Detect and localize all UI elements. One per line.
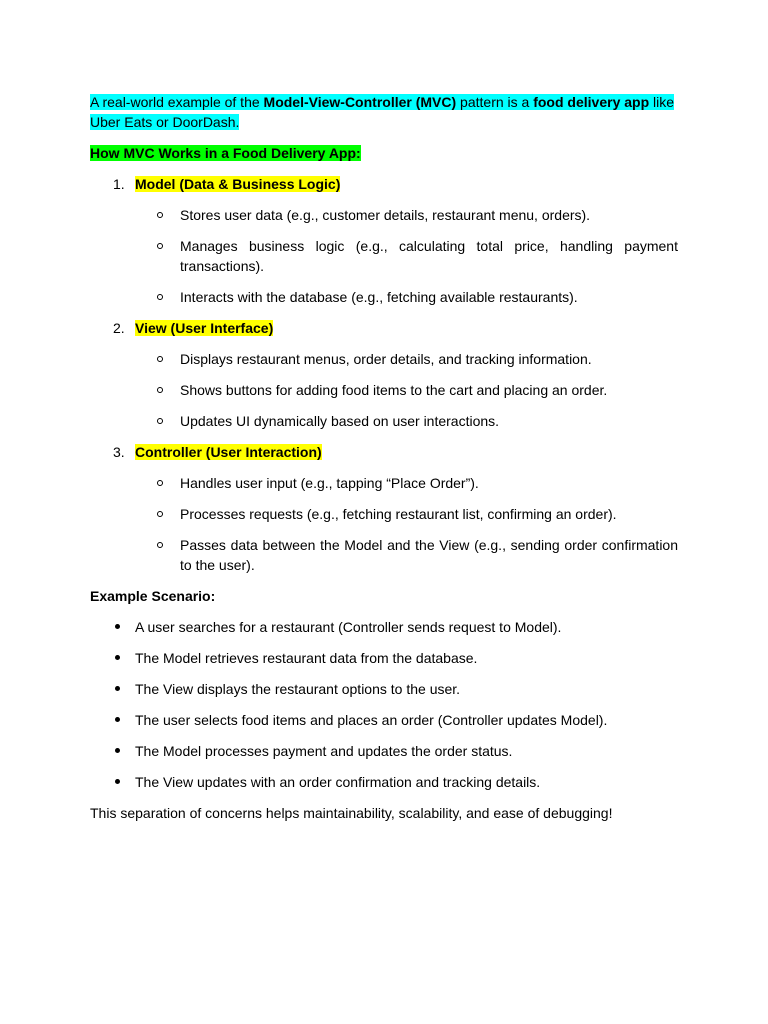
circle-bullet-icon: [157, 387, 163, 393]
intro-paragraph: [90, 92, 678, 132]
circle-bullet-icon: [157, 294, 163, 300]
conclusion-paragraph: This separation of concerns helps maintainability, scalability, and ease of debugging!: [90, 805, 613, 821]
circle-bullet-icon: [157, 418, 163, 424]
section-number: 2.: [113, 320, 125, 336]
intro-bold-app: food delivery app: [533, 94, 650, 110]
model-list: [90, 205, 678, 307]
view-list: [90, 349, 678, 431]
section-title: Controller (User Interaction): [135, 444, 322, 460]
list-item-text: Interacts with the database (e.g., fetching available restaurants).: [180, 289, 578, 305]
list-item-text: Displays restaurant menus, order details, and tracking information.: [180, 351, 592, 367]
circle-bullet-icon: [157, 480, 163, 486]
list-item-text: Processes requests (e.g., fetching restaurant list, confirming an order).: [180, 506, 617, 522]
list-item: [90, 287, 678, 307]
example-list: [90, 617, 678, 792]
list-item: [90, 772, 678, 792]
circle-bullet-icon: [157, 511, 163, 517]
section-title: View (User Interface): [135, 320, 274, 336]
how-mvc-heading: [90, 143, 678, 163]
list-item: [90, 349, 678, 369]
intro-highlight: [90, 94, 674, 130]
section-number: 1.: [113, 176, 125, 192]
list-item-text: The Model processes payment and updates the order status.: [135, 743, 513, 759]
list-item: [90, 679, 678, 699]
list-item: [90, 504, 678, 524]
list-item-text: The Model retrieves restaurant data from the database.: [135, 650, 478, 666]
list-item: [90, 411, 678, 431]
intro-text-2: pattern is a: [456, 94, 534, 110]
list-item-text: Stores user data (e.g., customer details, restaurant menu, orders).: [180, 207, 591, 223]
bullet-icon: [115, 779, 120, 784]
section-controller: [90, 442, 678, 462]
list-item: [90, 473, 678, 493]
list-item-text: Manages business logic (e.g., calculating total price, handling payment transactions).: [180, 238, 678, 274]
section-model: [90, 174, 678, 194]
circle-bullet-icon: [157, 356, 163, 362]
bullet-icon: [115, 655, 120, 660]
list-item-text: The View updates with an order confirmation and tracking details.: [135, 774, 541, 790]
list-item-text: The View displays the restaurant options to the user.: [135, 681, 461, 697]
example-heading-text: Example Scenario:: [90, 588, 216, 604]
list-item-text: Passes data between the Model and the View (e.g., sending order confirmation to the user).: [180, 537, 678, 573]
list-item-text: Shows buttons for adding food items to the cart and placing an order.: [180, 382, 608, 398]
intro-bold-mvc: Model-View-Controller (MVC): [263, 94, 457, 110]
section-title: Model (Data & Business Logic): [135, 176, 341, 192]
controller-list: [90, 473, 678, 575]
list-item: [90, 648, 678, 668]
intro-text-3: like Uber Eats or DoorDash.: [90, 94, 675, 130]
section-number: 3.: [113, 444, 125, 460]
bullet-icon: [115, 624, 120, 629]
circle-bullet-icon: [157, 542, 163, 548]
list-item: [90, 710, 678, 730]
list-item-text: A user searches for a restaurant (Controller sends request to Model).: [135, 619, 562, 635]
list-item: [90, 741, 678, 761]
example-heading: [90, 586, 678, 606]
bullet-icon: [115, 686, 120, 691]
section-view: [90, 318, 678, 338]
circle-bullet-icon: [157, 212, 163, 218]
list-item: [90, 380, 678, 400]
list-item: [90, 236, 678, 276]
bullet-icon: [115, 748, 120, 753]
intro-text-1: A real-world example of the: [90, 94, 264, 110]
bullet-icon: [115, 717, 120, 722]
list-item-text: Handles user input (e.g., tapping “Place Order”).: [180, 475, 479, 491]
circle-bullet-icon: [157, 243, 163, 249]
list-item: [90, 617, 678, 637]
list-item-text: Updates UI dynamically based on user interactions.: [180, 413, 500, 429]
list-item: [90, 205, 678, 225]
list-item-text: The user selects food items and places an order (Controller updates Model).: [135, 712, 608, 728]
how-mvc-heading-text: How MVC Works in a Food Delivery App:: [90, 145, 361, 161]
list-item: [90, 535, 678, 575]
